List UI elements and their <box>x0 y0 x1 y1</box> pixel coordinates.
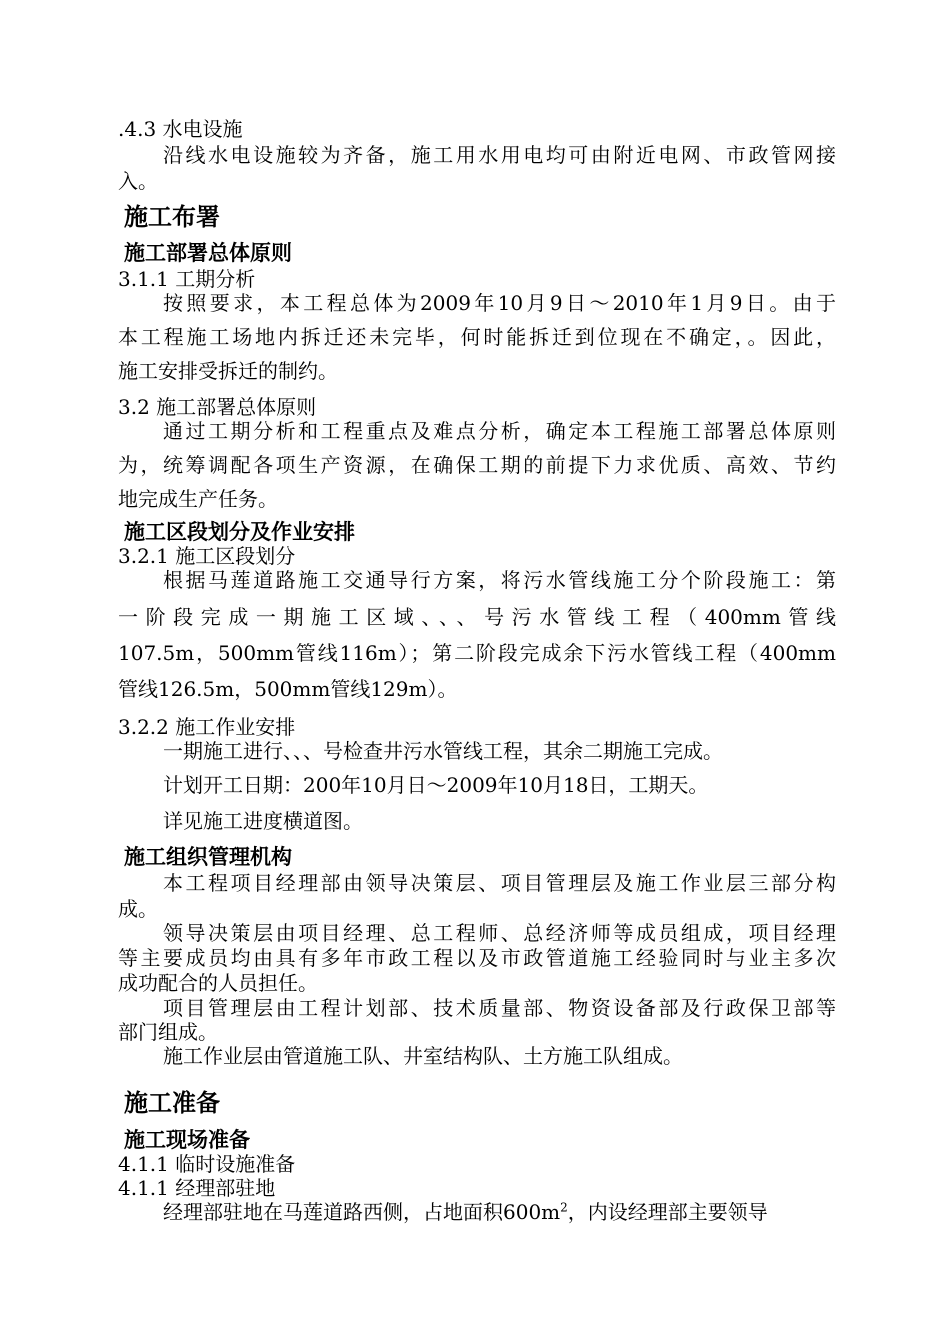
paragraph-line: 成。 <box>118 897 158 921</box>
subsection-heading: 施工组织管理机构 <box>124 844 292 869</box>
paragraph-line: 成功配合的人员担任。 <box>118 971 318 995</box>
paragraph-line: 部门组成。 <box>118 1020 218 1044</box>
superscript: 2 <box>560 1200 568 1215</box>
paragraph-line: 沿线水电设施较为齐备，施工用水用电均可由附近电网、市政管网接 <box>163 143 836 167</box>
paragraph-line: 一阶段完成一期施工区域、、、号污水管线工程（400mm管线 <box>118 605 836 629</box>
paragraph-line: 管线126.5m，500mm管线129m）。 <box>118 677 458 701</box>
section-heading: 4.1.1 临时设施准备 <box>118 1152 296 1176</box>
paragraph-line: 入。 <box>118 169 158 193</box>
subsection-heading: 施工区段划分及作业安排 <box>124 519 355 544</box>
chapter-heading: 施工布署 <box>124 202 220 231</box>
paragraph-line: 计划开工日期：200年10月日～2009年10月18日，工期天。 <box>163 773 709 797</box>
paragraph-line: 领导决策层由项目经理、总工程师、总经济师等成员组成，项目经理 <box>163 921 836 945</box>
paragraph-line: 107.5m，500mm管线116m）；第二阶段完成余下污水管线工程（400mm <box>118 641 836 665</box>
paragraph-line: 地完成生产任务。 <box>118 487 278 511</box>
paragraph-line: 详见施工进度横道图。 <box>163 809 363 833</box>
section-heading: 3.1.1 工期分析 <box>118 267 256 291</box>
paragraph-line: 等主要成员均由具有多年市政工程以及市政管道施工经验同时与业主多次 <box>118 946 836 970</box>
chapter-heading: 施工准备 <box>124 1088 220 1117</box>
section-heading: 3.2 施工部署总体原则 <box>118 395 317 419</box>
paragraph-line: 一期施工进行、、、号检查井污水管线工程，其余二期施工完成。 <box>163 739 723 763</box>
section-heading: 4.1.1 经理部驻地 <box>118 1176 276 1200</box>
paragraph-line: 为，统筹调配各项生产资源，在确保工期的前提下力求优质、高效、节约 <box>118 453 836 477</box>
subsection-heading: 施工现场准备 <box>124 1127 250 1152</box>
paragraph-line: 本工程施工场地内拆迁还未完毕，何时能拆迁到位现在不确定，。因此， <box>118 325 836 349</box>
paragraph-text: ，内设经理部主要领导 <box>567 1200 768 1224</box>
paragraph-line: 施工安排受拆迁的制约。 <box>118 359 338 383</box>
paragraph-line: 本工程项目经理部由领导决策层、项目管理层及施工作业层三部分构 <box>163 871 836 895</box>
section-heading: 3.2.2 施工作业安排 <box>118 715 296 739</box>
paragraph-line <box>163 1199 768 1225</box>
paragraph-line: 通过工期分析和工程重点及难点分析，确定本工程施工部署总体原则 <box>163 419 836 443</box>
subsection-heading: 施工部署总体原则 <box>124 240 292 265</box>
paragraph-line: 项目管理层由工程计划部、技术质量部、物资设备部及行政保卫部等 <box>163 996 836 1020</box>
paragraph-line: 按照要求，本工程总体为2009年10月9日～2010年1月9日。由于 <box>163 291 836 315</box>
section-heading: 3.2.1 施工区段划分 <box>118 544 296 568</box>
paragraph-text: 经理部驻地在马莲道路西侧，占地面积600m <box>163 1200 561 1224</box>
paragraph-line: 施工作业层由管道施工队、井室结构队、土方施工队组成。 <box>163 1044 683 1068</box>
section-heading: .4.3 水电设施 <box>118 117 243 141</box>
paragraph-line: 根据马莲道路施工交通导行方案，将污水管线施工分个阶段施工：第 <box>163 568 836 592</box>
